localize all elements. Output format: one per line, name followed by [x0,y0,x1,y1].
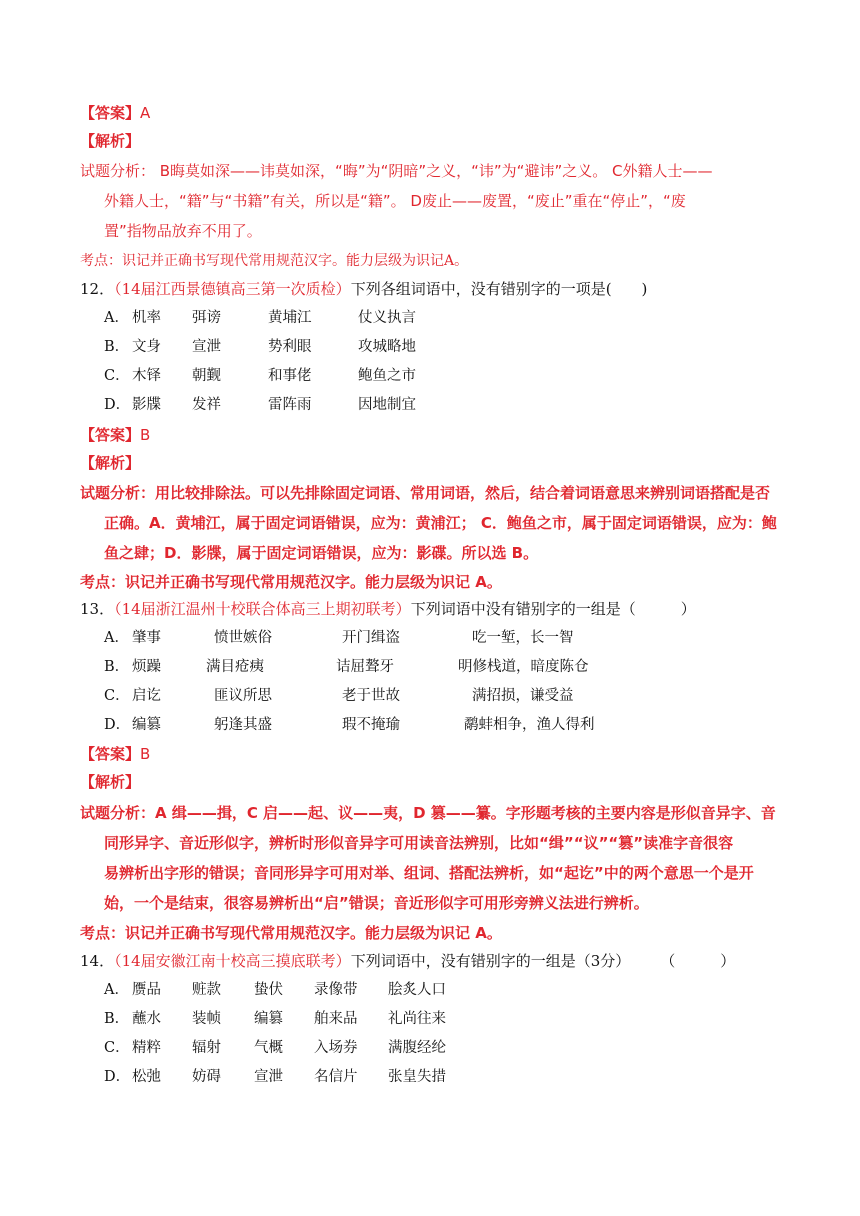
option-word: 肇事 [132,630,161,646]
option-word: 木铎 [132,368,161,384]
option-word: 赝品 [132,982,161,998]
option-word: 老于世故 [342,688,400,704]
option-word: 开门缉盗 [342,630,400,646]
q12-analysis-line-1: 试题分析：用比较排除法。可以先排除固定词语、常用词语，然后，结合着词语意思来辨别词语搭配是否 [80,484,771,502]
answer-tag: 【答案】 [80,745,141,763]
option-word: 烦躁 [132,659,161,675]
option-word: 满腹经纶 [388,1040,446,1056]
q13-analysis-line-1: 试题分析：A 缉——揖，C 启——起、议——夷，D 篡——纂。字形题考核的主要内容是形似音异字、音 [80,804,776,822]
q12-kaodian: 考点：识记并正确书写现代常用规范汉字。能力层级为识记 A。 [80,573,502,591]
question-stem: 下列词语中，没有错别字的一组是（3分） （ ） [350,952,736,970]
q11-analysis-line-3: 置”指物品放弃不用了。 [104,222,262,240]
answer-value: B [140,745,151,763]
option-label: A． [104,310,129,326]
option-word: 愤世嫉俗 [214,630,272,646]
option-word: 黄埔江 [268,310,312,326]
q12-analysis-tag [80,453,140,473]
option-word: 吃一堑，长一智 [472,630,574,646]
option-label: A． [104,630,129,646]
option-word: 匪议所思 [214,688,272,704]
option-word: 松弛 [132,1069,161,1085]
option-word: 明修栈道，暗度陈仓 [458,659,589,675]
option-label: B． [104,659,130,675]
q13-analysis-line-4: 始，一个是结束，很容易辨析出“启”错误；音近形似字可用形旁辨义法进行辨析。 [104,894,649,912]
answer-value: A [140,104,151,122]
q12-answer-line [80,425,150,445]
q12-analysis-line-3: 鱼之肆；D．影牒，属于固定词语错误，应为：影碟。所以选 B。 [104,544,539,562]
option-word: 满招损，谦受益 [472,688,574,704]
option-word: 礼尚往来 [388,1011,446,1027]
option-label: D． [104,397,131,413]
question-stem: 下列各组词语中，没有错别字的一项是( ) [350,280,648,298]
option-word: 影牒 [132,397,161,413]
option-word: 势利眼 [268,339,312,355]
option-label: C． [104,1040,130,1056]
option-word: 气概 [254,1040,283,1056]
q11-kaodian: 考点：识记并正确书写现代常用规范汉字。能力层级为识记A。 [80,253,469,269]
option-word: 启讫 [132,688,161,704]
q13-kaodian: 考点：识记并正确书写现代常用规范汉字。能力层级为识记 A。 [80,924,502,942]
question-number: 14． [80,952,115,970]
option-word: 装帧 [192,1011,221,1027]
question-number: 12． [80,280,115,298]
q13-analysis-line-3: 易辨析出字形的错误；音同形异字可用对举、组词、搭配法辨析，如“起讫”中的两个意思一个是开 [104,864,754,882]
option-word: 名信片 [314,1069,358,1085]
option-word: 宣泄 [192,339,221,355]
option-word: 和事佬 [268,368,312,384]
answer-tag: 【答案】 [80,104,141,122]
option-word: 朝觐 [192,368,221,384]
option-word: 编篡 [132,717,161,733]
question-source: （14届江西景德镇高三第一次质检） [114,280,351,298]
option-word: 蘸水 [132,1011,161,1027]
option-word: 张皇失措 [388,1069,446,1085]
option-word: 脍炙人口 [388,982,446,998]
option-word: 诘屈聱牙 [336,659,394,675]
option-label: B． [104,339,130,355]
option-word: 鹬蚌相争，渔人得利 [464,717,595,733]
question-source: （14届浙江温州十校联合体高三上期初联考） [114,600,411,618]
q12-analysis-line-2: 正确。A．黄埔江，属于固定词语错误，应为：黄浦江； C．鲍鱼之市，属于固定词语错误，应为：鲍 [104,514,777,532]
option-word: 文身 [132,339,161,355]
option-word: 编篡 [254,1011,283,1027]
option-word: 满目疮痍 [206,659,264,675]
option-label: A． [104,982,129,998]
option-word: 辐射 [192,1040,221,1056]
option-label: B． [104,1011,130,1027]
option-word: 弭谤 [192,310,221,326]
analysis-tag: 【解析】 [80,132,141,150]
question-number: 13． [80,600,115,618]
option-word: 雷阵雨 [268,397,312,413]
option-word: 躬逢其盛 [214,717,272,733]
q13-analysis-line-2: 同形异字、音近形似字，辨析时形似音异字可用读音法辨别，比如“缉”“议”“篡”读准字音很容 [104,834,734,852]
answer-tag: 【答案】 [80,426,141,444]
option-label: C． [104,368,130,384]
option-word: 舶来品 [314,1011,358,1027]
option-label: D． [104,717,131,733]
option-word: 鲍鱼之市 [358,368,416,384]
option-word: 攻城略地 [358,339,416,355]
question-source: （14届安徽江南十校高三摸底联考） [114,952,351,970]
q14-stem-line [80,951,735,971]
analysis-tag: 【解析】 [80,454,141,472]
question-stem: 下列词语中没有错别字的一组是（ ） [410,600,696,618]
q12-stem-line [80,279,647,299]
q13-analysis-tag [80,772,140,792]
q11-answer-line [80,103,150,123]
q11-analysis-line-2: 外籍人士，“籍”与“书籍”有关，所以是“籍”。 D废止——废置，“废止”重在“停止”，“废 [104,192,686,210]
option-word: 宣泄 [254,1069,283,1085]
answer-value: B [140,426,151,444]
option-word: 发祥 [192,397,221,413]
option-word: 蛰伏 [254,982,283,998]
option-label: C． [104,688,130,704]
analysis-tag: 【解析】 [80,773,141,791]
option-label: D． [104,1069,131,1085]
option-word: 仗义执言 [358,310,416,326]
option-word: 入场券 [314,1040,358,1056]
q13-stem-line [80,599,696,619]
option-word: 赃款 [192,982,221,998]
option-word: 妨碍 [192,1069,221,1085]
option-word: 因地制宜 [358,397,416,413]
option-word: 精粹 [132,1040,161,1056]
option-word: 瑕不掩瑜 [342,717,400,733]
q13-answer-line [80,744,150,764]
option-word: 录像带 [314,982,358,998]
q11-analysis-tag [80,131,140,151]
q11-analysis-line-1: 试题分析： B晦莫如深——讳莫如深，“晦”为“阴暗”之义，“讳”为“避讳”之义。 C外籍人士—— [80,162,713,180]
option-word: 机率 [132,310,161,326]
